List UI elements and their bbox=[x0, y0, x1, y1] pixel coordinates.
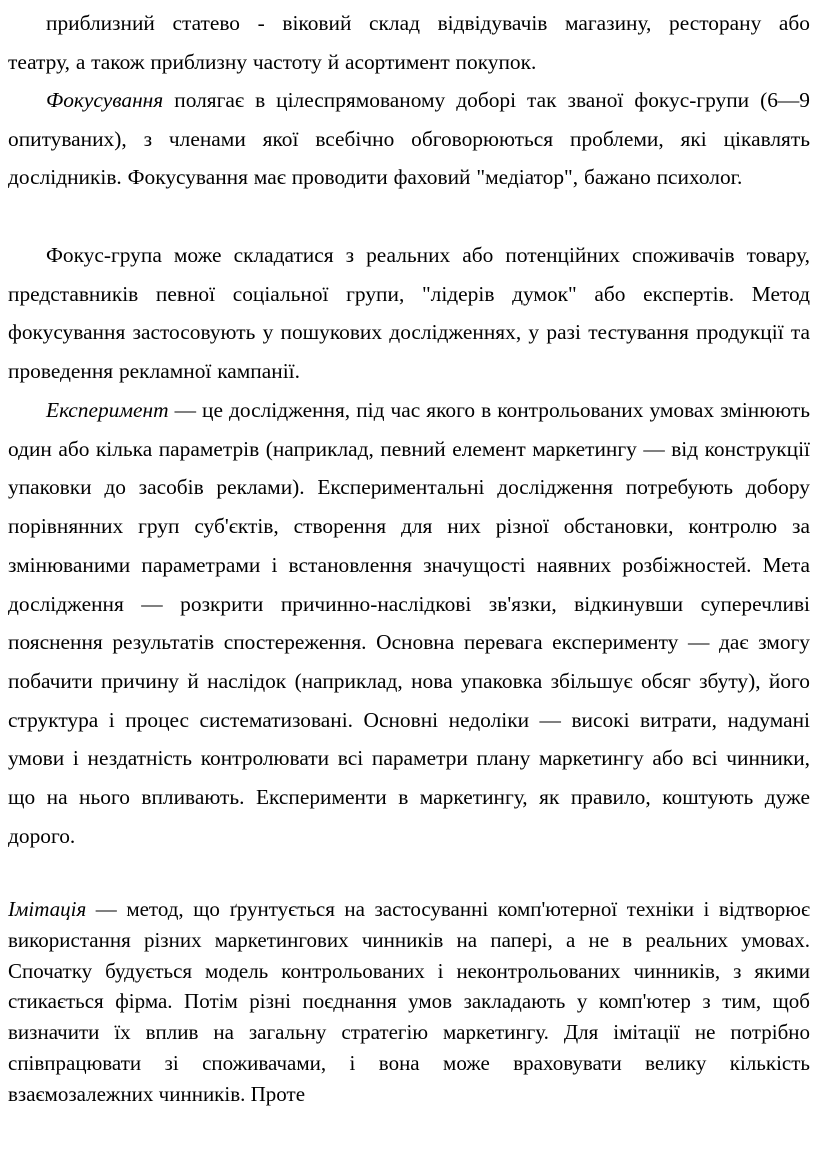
paragraph-focusing bbox=[8, 81, 810, 197]
paragraph-experiment-text: — це дослідження, під час якого в контрольованих умовах змінюють один або кілька параметрів (наприклад, певний елемент маркетингу — від конструкції упаковки до засобів реклами). Експериментальні дослідження потребують добору порівнянних груп суб'єктів, створення для них різної обстановки, контролю за змінюваними параметрами і встановлення значущості наявних розбіжностей. Мета дослідження — розкрити причинно-наслідкові зв'язки, відкинувши суперечливі пояснення результатів спостереження. Основна перевага експерименту — дає змогу побачити причину й наслідок (наприклад, нова упаковка збільшує обсяг збуту), його структура і процес систематизовані. Основні недоліки — високі витрати, надумані умови і нездатність контролювати всі параметри плану маркетингу або всі чинники, що на нього впливають. Експерименти в маркетингу, як правило, коштують дуже дорого. bbox=[8, 398, 810, 848]
paragraph-experiment bbox=[8, 391, 810, 855]
term-focusing: Фокусування bbox=[46, 88, 164, 112]
paragraph-focus-group bbox=[8, 236, 810, 391]
term-simulation: Імітація bbox=[8, 897, 87, 921]
paragraph-focusing-text: полягає в цілеспрямованому доборі так званої фокус-групи (6—9 опитуваних), з членами якої всебічно обговорюються проблеми, які цікавлять дослідників. Фокусування має проводити фаховий "медіатор", бажано психолог. bbox=[8, 88, 810, 190]
paragraph-1 bbox=[8, 4, 810, 81]
paragraph-focus-group-text: Фокус-група може складатися з реальних або потенційних споживачів товару, представників певної соціальної групи, "лідерів думок" або експертів. Метод фокусування застосовують у пошукових дослідженнях, у разі тестування продукції та проведення рекламної кампанії. bbox=[8, 243, 810, 384]
paragraph-1-text: театру, а також приблизну частоту й асортимент покупок. bbox=[8, 49, 537, 74]
paragraph-1-first-line: приблизний статево - віковий склад відвідувачів магазину, ресторану або bbox=[46, 11, 810, 35]
paragraph-simulation-text: — метод, що ґрунтується на застосуванні комп'ютерної техніки і відтворює використання різних маркетингових чинників на папері, а не в реальних умовах. Спочатку будується модель контрольованих і неконтрольованих чинників, з якими стикається фірма. Потім різні поєднання умов закладають у комп'ютер з тим, щоб визначити їх вплив на загальну стратегію маркетингу. Для імітації не потрібно співпрацювати зі споживачами, і вона може враховувати велику кількість взаємозалежних чинників. Проте bbox=[8, 897, 810, 1106]
term-experiment: Експеримент bbox=[46, 398, 169, 422]
paragraph-simulation bbox=[8, 894, 810, 1110]
